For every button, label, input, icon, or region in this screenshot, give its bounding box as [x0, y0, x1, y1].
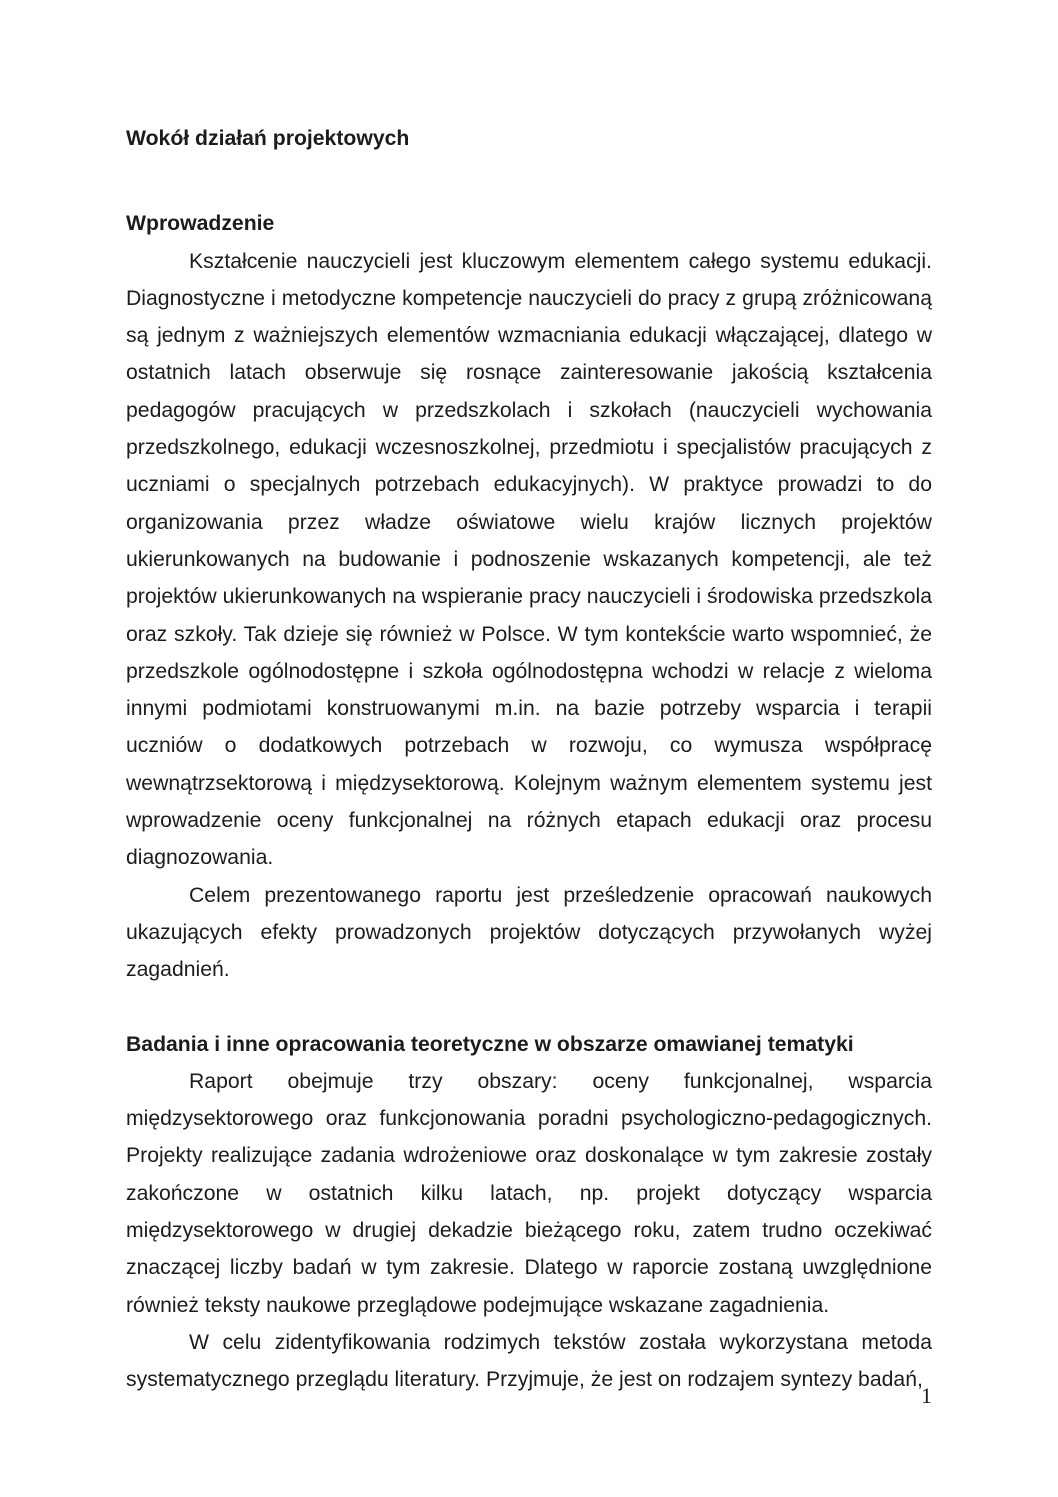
section-heading-badania: Badania i inne opracowania teoretyczne w obszarze omawianej tematyki	[126, 1032, 854, 1056]
section-heading-wprowadzenie: Wprowadzenie	[126, 212, 275, 236]
document-content	[126, 120, 932, 1399]
page-number: 1	[921, 1383, 932, 1408]
document-title: Wokół działań projektowych	[126, 127, 410, 150]
intro-paragraph-1: Kształcenie nauczycieli jest kluczowym elementem całego systemu edukacji. Diagnostyczne i metodyczne kompetencje nauczycieli do pracy z grupą zróżnicowaną są jednym z ważniejszych elementów wzmacniania edukacji włączającej, dlatego w ostatnich latach obserwuje się rosnące zainteresowanie jakością kształcenia pedagogów pracujących w przedszkolach i szkołach (nauczycieli wychowania przedszkolnego, edukacji wczesnoszkolnej, przedmiotu i specjalistów pracujących z uczniami o specjalnych potrzebach edukacyjnych). W praktyce prowadzi to do organizowania przez władze oświatowe wielu krajów licznych projektów ukierunkowanych na budowanie i podnoszenie wskazanych kompetencji, ale też projektów ukierunkowanych na wspieranie pracy nauczycieli i środowiska przedszkola oraz szkoły. Tak dzieje się również w Polsce. W tym kontekście warto wspomnieć, że przedszkole ogólnodostępne i szkoła ogólnodostępna wchodzi w relacje z wieloma innymi podmiotami konstruowanymi m.in. na bazie potrzeby wsparcia i terapii uczniów o dodatkowych potrzebach w rozwoju, co wymusza współpracę wewnątrzsektorową i międzysektorową. Kolejnym ważnym elementem systemu jest wprowadzenie oceny funkcjonalnej na różnych etapach edukacji oraz procesu diagnozowania.	[126, 249, 932, 870]
intro-paragraph-2: Celem prezentowanego raportu jest prześledzenie opracowań naukowych ukazujących efekty prowadzonych projektów dotyczących przywołanych wyżej zagadnień.	[126, 883, 932, 982]
badania-paragraph-2: W celu zidentyfikowania rodzimych tekstów została wykorzystana metoda systematycznego przeglądu literatury. Przyjmuje, że jest on rodzajem syntezy badań,	[126, 1330, 932, 1392]
badania-paragraph-1: Raport obejmuje trzy obszary: oceny funkcjonalnej, wsparcia międzysektorowego oraz funkcjonowania poradni psychologiczno-pedagogicznych. Projekty realizujące zadania wdrożeniowe oraz doskonalące w tym zakresie zostały zakończone w ostatnich kilku latach, np. projekt dotyczący wsparcia międzysektorowego w drugiej dekadzie bieżącego roku, zatem trudno oczekiwać znaczącej liczby badań w tym zakresie. Dlatego w raporcie zostaną uwzględnione również teksty naukowe przeglądowe podejmujące wskazane zagadnienia.	[126, 1069, 932, 1317]
